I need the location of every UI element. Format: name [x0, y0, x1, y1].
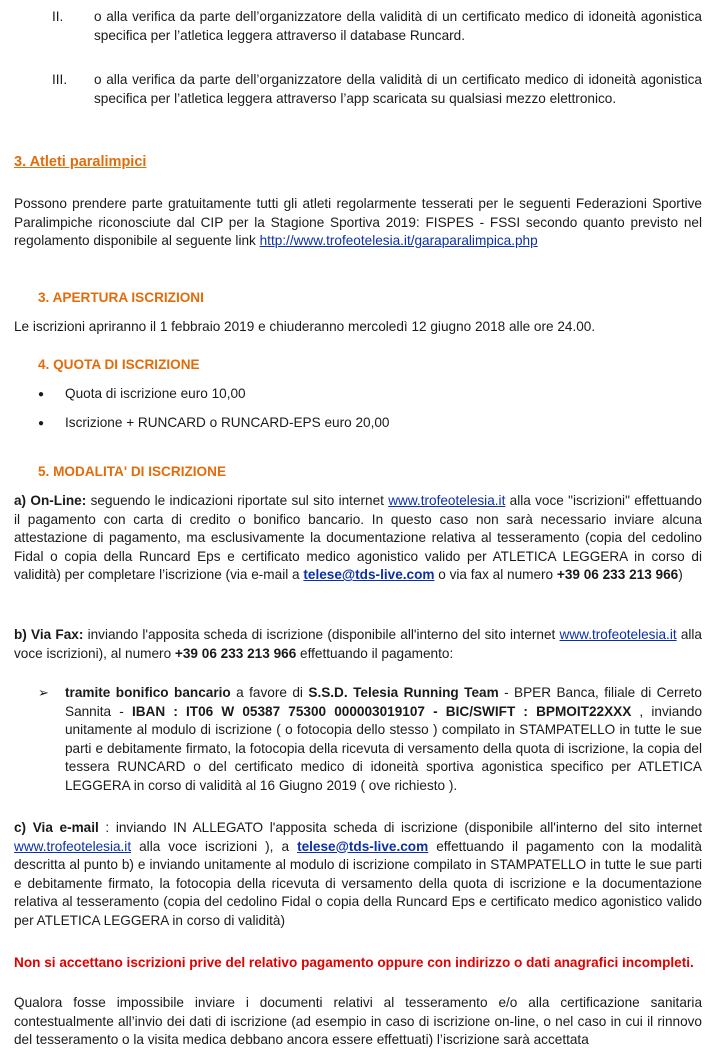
site-link[interactable]: www.trofeotelesia.it: [559, 627, 677, 642]
list-number: II.: [52, 9, 64, 24]
list-number: III.: [52, 72, 68, 87]
email-link[interactable]: telese@tds-live.com: [303, 567, 435, 582]
email-paragraph: c) Via e-mail : inviando IN ALLEGATO l'apposita scheda di iscrizione (disponibile all'interno del sito internet www.trofeotelesia.it alla voce iscrizioni ), a telese@tds-live.com effettuando il pagamento con la modalità descritta al punto b) e inviando unitamente al modulo di iscrizione compilato in STAMPATELLO in tutte le sue parti e debitamente firmato, la fotocopia della ricevuta di versamento della quota di iscrizione e la documentazione relativa al tesseramento (copia del cedolino Fidal o copia della Runcard Eps e certificato medico agonistico valido per ATLETICA LEGGERA in corso di validità): [14, 820, 702, 928]
site-link[interactable]: www.trofeotelesia.it: [14, 838, 132, 854]
quota-item: Quota di iscrizione euro 10,00: [65, 386, 246, 401]
arrow-bullet-icon: ➢: [38, 685, 49, 700]
paralimpici-paragraph: Possono prendere parte gratuitamente tutti gli atleti regolarmente tesserati per le seguenti Federazioni Sportive Paralimpiche riconosciute dal CIP per la Stagione Sportiva 2019: FISPES - FSSI secondo quanto previsto nel regolamento disponibile al seguente link http://www.trofeotelesia.it/garaparalimpica.php: [14, 196, 702, 248]
list-item: o alla verifica da parte dell’organizzatore della validità di un certificato medico di idoneità agonistica specifica per l’atletica leggera attraverso l’app scaricata su qualsiasi mezzo elettronico.: [94, 72, 702, 106]
apertura-text: Le iscrizioni apriranno il 1 febbraio 2019 e chiuderanno mercoledì 12 giugno 2018 alle ore 24.00.: [14, 319, 596, 334]
online-paragraph: a) On-Line: seguendo le indicazioni riportate sul sito internet www.trofeotelesia.it alla voce "iscrizioni" effettuando il pagamento con carta di credito o bonifico bancario. In questo caso non sarà necessario inviare alcuna attestazione di pagamento, ma esclusivamente la documentazione relativa al tesseramento (copia del cedolino Fidal o copia della Runcard Eps e certificato medico agonistico valido per ATLETICA LEGGERA in corso di validità) per completare l’iscrizione (via e-mail a telese@tds-live.com o via fax al numero +39 06 233 213 966): [14, 493, 702, 582]
section-heading-quota: 4. QUOTA DI ISCRIZIONE: [38, 357, 200, 372]
bullet-icon: ●: [38, 418, 45, 429]
warning-text: Non si accettano iscrizioni prive del relativo pagamento oppure con indirizzo o dati anagrafici incompleti.: [14, 955, 694, 970]
email-link[interactable]: telese@tds-live.com: [297, 838, 429, 854]
final-paragraph: Qualora fosse impossibile inviare i documenti relativi al tesseramento e/o alla certificazione sanitaria contestualmente all’invio dei dati di iscrizione (ad esempio in caso di iscrizione on-line, o nel caso in cui il rinnovo del tesseramento o la visita medica debbano ancora essere effettuati) l’iscrizione sarà accettata: [14, 995, 702, 1047]
section-heading-paralimpici: 3. Atleti paralimpici: [14, 154, 147, 170]
section-heading-apertura: 3. APERTURA ISCRIZIONI: [38, 290, 204, 305]
bonifico-paragraph: tramite bonifico bancario a favore di S.S.D. Telesia Running Team - BPER Banca, filiale di Cerreto Sannita - IBAN : IT06 W 05387 75300 000003019107 - BIC/SWIFT : BPMOIT22XXX , inviando unitamente al modulo di iscrizione ( o fotocopia dello stesso ) compilato in STAMPATELLO in tutte le sue parti e debitamente firmato, la fotocopia della ricevuta di versamento della quota di iscrizione, la copia del tessera RUNCARD o del certificato medico di idoneità sportiva agonistica specifico per ATLETICA LEGGERA in corso di validità al 16 Giugno 2019 ( ove richiesto ).: [65, 685, 702, 793]
bullet-icon: ●: [38, 389, 45, 400]
site-link[interactable]: www.trofeotelesia.it: [388, 493, 506, 508]
quota-item: Iscrizione + RUNCARD o RUNCARD-EPS euro 20,00: [65, 415, 390, 430]
paralimpica-link[interactable]: http://www.trofeotelesia.it/garaparalimpica.php: [259, 233, 538, 248]
section-heading-modalita: 5. MODALITA' DI ISCRIZIONE: [38, 464, 227, 479]
list-item: o alla verifica da parte dell’organizzatore della validità di un certificato medico di idoneità agonistica specifica per l’atletica leggera attraverso il database Runcard.: [94, 9, 702, 43]
fax-paragraph: b) Via Fax: inviando l'apposita scheda di iscrizione (disponibile all'interno del sito internet www.trofeotelesia.it alla voce iscrizioni), al numero +39 06 233 213 966 effettuando il pagamento:: [14, 627, 702, 661]
